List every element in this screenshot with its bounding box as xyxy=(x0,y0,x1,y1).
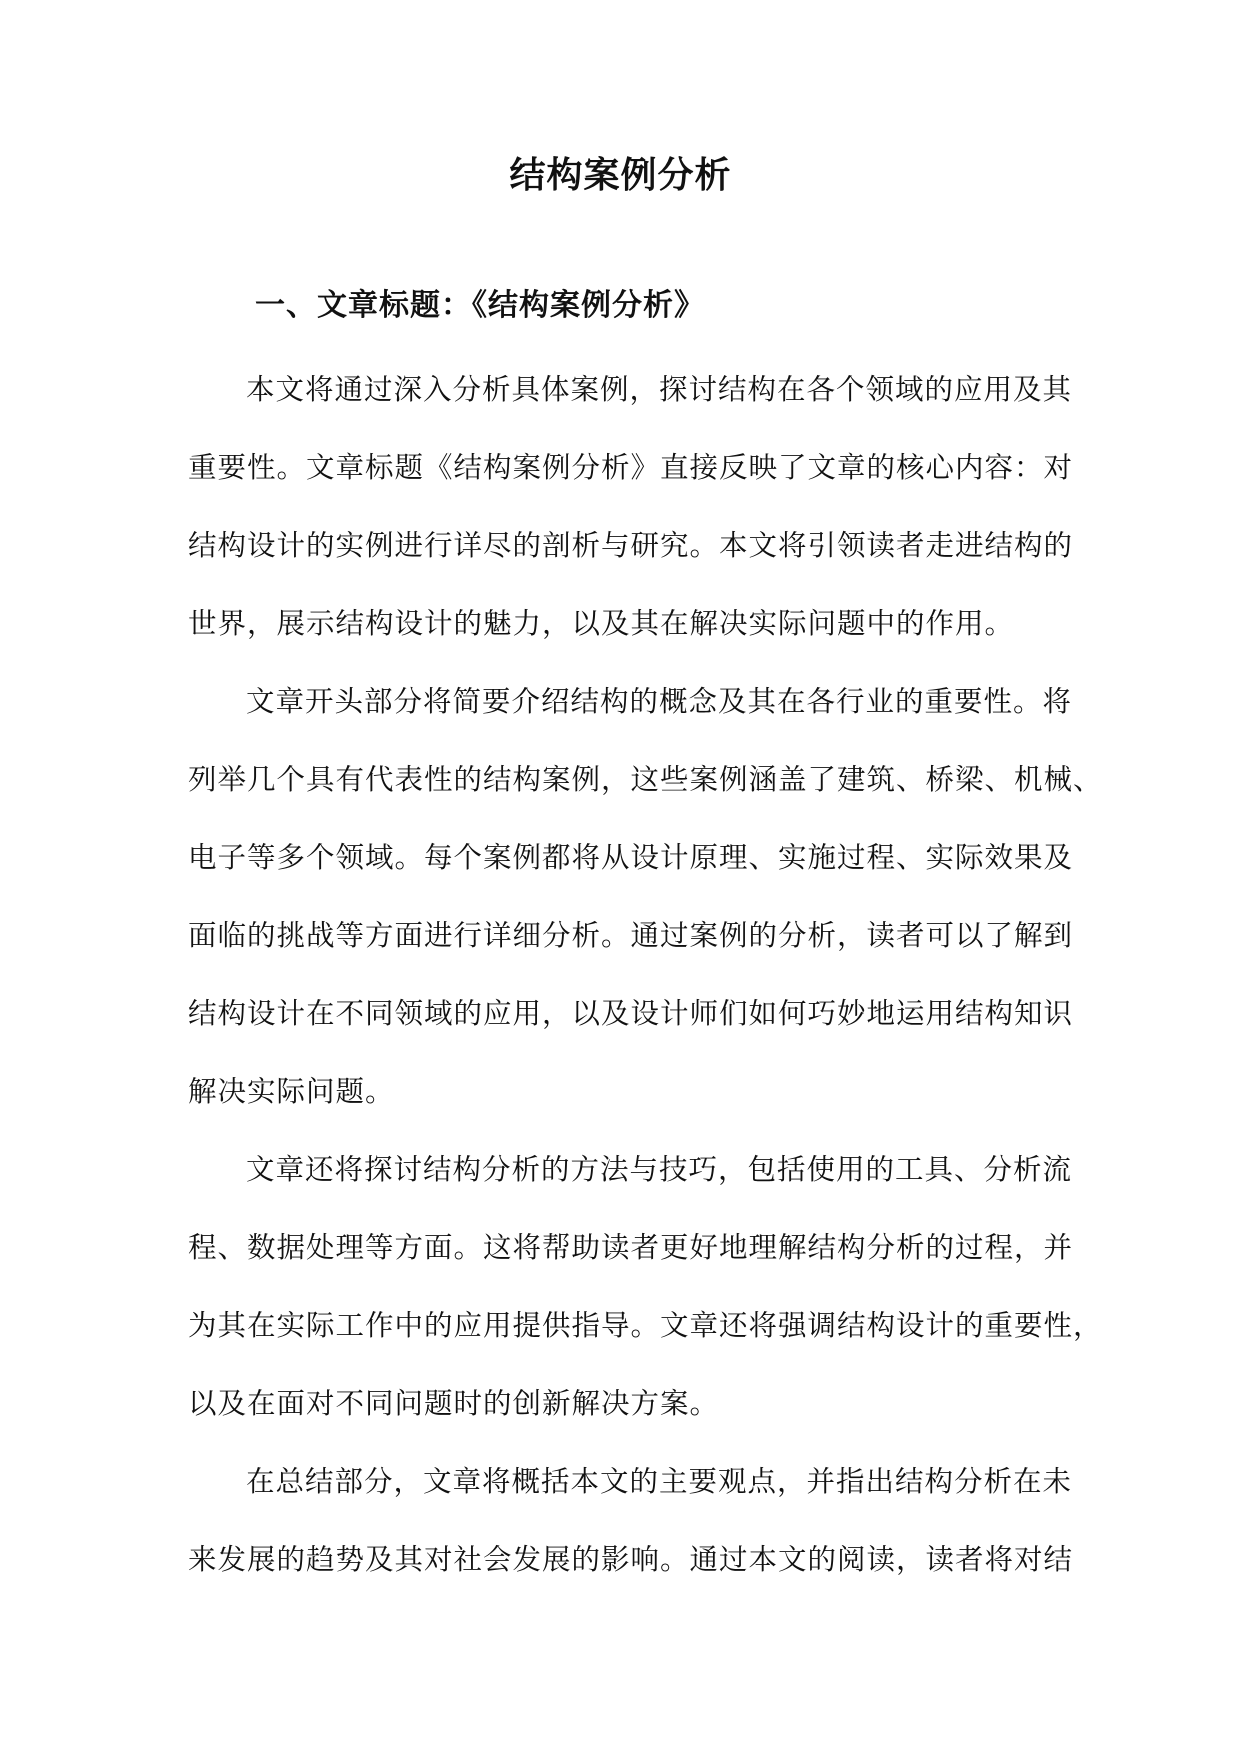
paragraph xyxy=(188,1140,1103,1452)
paragraph-line: 结构设计的实例进行详尽的剖析与研究。本文将引领读者走进结构的 xyxy=(188,529,1074,562)
paragraph-line: 程、数据处理等方面。这将帮助读者更好地理解结构分析的过程，并 xyxy=(188,1231,1074,1264)
paragraph xyxy=(188,1452,1074,1608)
section-heading: 一、文章标题：《结构案例分析》 xyxy=(255,288,705,323)
paragraph-line: 为其在实际工作中的应用提供指导。文章还将强调结构设计的重要性， xyxy=(188,1309,1103,1342)
paragraph-line: 文章还将探讨结构分析的方法与技巧，包括使用的工具、分析流 xyxy=(246,1153,1073,1186)
paragraph-line: 面临的挑战等方面进行详细分析。通过案例的分析，读者可以了解到 xyxy=(188,919,1074,952)
paragraph-line: 文章开头部分将简要介绍结构的概念及其在各行业的重要性。将 xyxy=(246,685,1073,718)
paragraph xyxy=(188,360,1074,672)
paragraph-line: 世界，展示结构设计的魅力，以及其在解决实际问题中的作用。 xyxy=(188,607,1015,640)
paragraph xyxy=(188,672,1103,1140)
document-body xyxy=(188,360,1103,1608)
paragraph-line: 电子等多个领域。每个案例都将从设计原理、实施过程、实际效果及 xyxy=(188,841,1074,874)
paragraph-line: 重要性。文章标题《结构案例分析》直接反映了文章的核心内容：对 xyxy=(188,451,1074,484)
paragraph-line: 来发展的趋势及其对社会发展的影响。通过本文的阅读，读者将对结 xyxy=(188,1543,1074,1576)
paragraph-line: 解决实际问题。 xyxy=(188,1075,395,1108)
paragraph-line: 以及在面对不同问题时的创新解决方案。 xyxy=(188,1387,720,1420)
paragraph-line: 本文将通过深入分析具体案例，探讨结构在各个领域的应用及其 xyxy=(246,373,1073,406)
paragraph-line: 列举几个具有代表性的结构案例，这些案例涵盖了建筑、桥梁、机械、 xyxy=(188,763,1103,796)
document-title: 结构案例分析 xyxy=(509,155,732,196)
paragraph-line: 在总结部分，文章将概括本文的主要观点，并指出结构分析在未 xyxy=(246,1465,1073,1498)
paragraph-line: 结构设计在不同领域的应用，以及设计师们如何巧妙地运用结构知识 xyxy=(188,997,1074,1030)
